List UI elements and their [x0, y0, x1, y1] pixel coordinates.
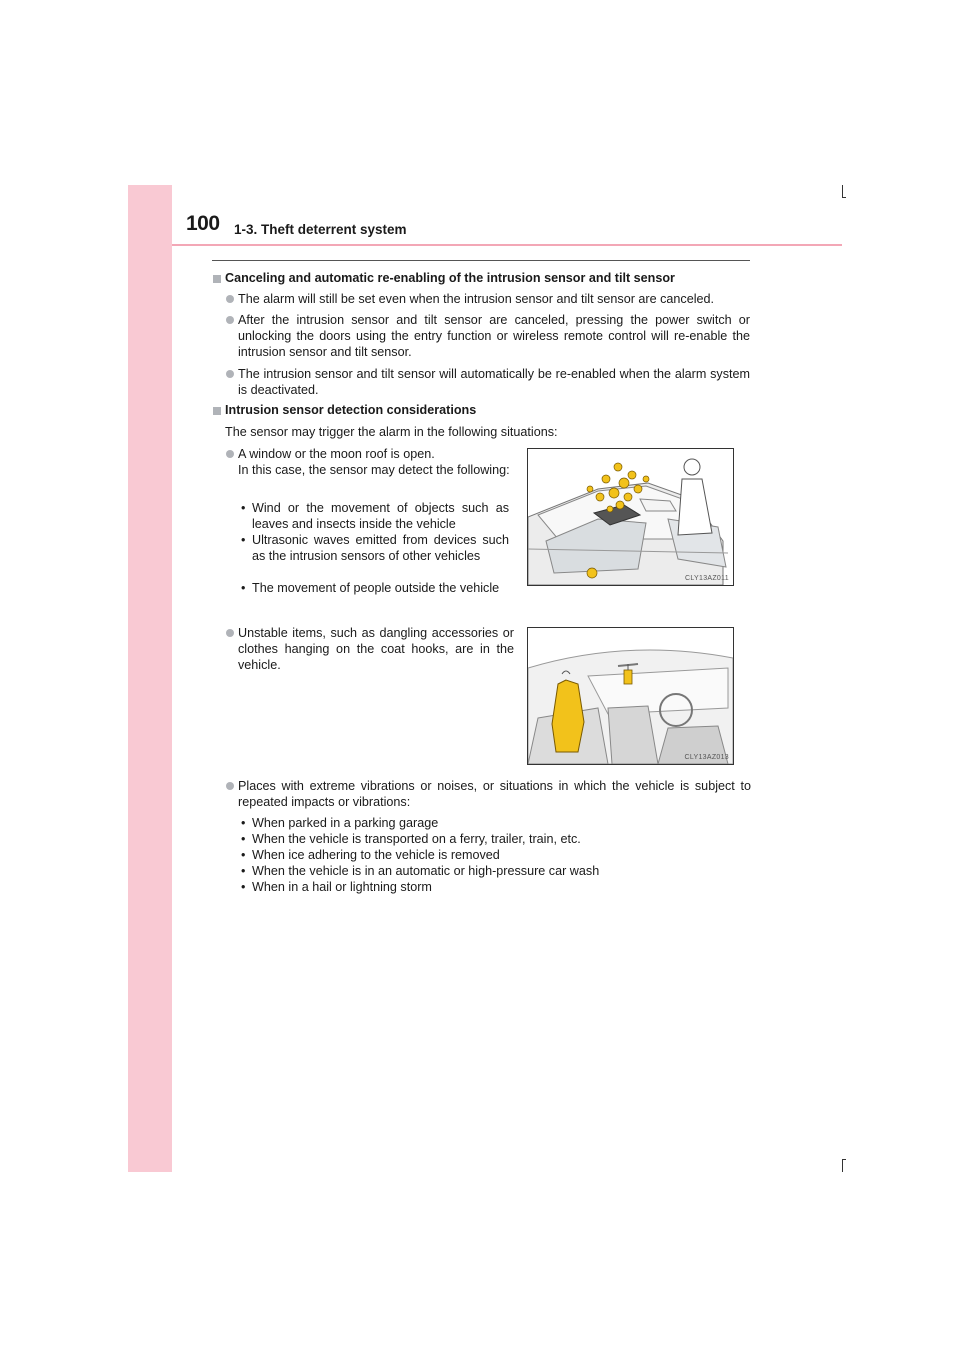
sub-item [241, 847, 732, 863]
sub-bullet-dot: • [241, 581, 246, 595]
round-bullet-icon [226, 450, 234, 458]
sub-bullet-dot: • [241, 832, 246, 846]
header-rule [172, 244, 842, 246]
sub-item-text: The movement of people outside the vehicle [252, 581, 500, 595]
sub-bullet-dot: • [241, 816, 246, 830]
sub-bullet-dot: • [241, 501, 246, 515]
sub-item-text: When in a hail or lightning storm [252, 880, 432, 894]
sub-item-text: Ultrasonic waves emitted from devices such as the intrusion sensors of other vehicles [252, 533, 509, 564]
sub-item [241, 815, 732, 831]
item-subtext: In this case, the sensor may detect the following: [238, 463, 510, 477]
pink-sidebar-tab [128, 185, 172, 1172]
round-bullet-icon [226, 782, 234, 790]
figure-code: CLY13AZ013 [684, 754, 729, 761]
figure-code: CLY13AZ011 [685, 575, 729, 582]
page-number: 100 [186, 212, 220, 235]
square-bullet-icon [213, 275, 221, 283]
section-heading-intrusion: Intrusion sensor detection considerations [225, 403, 477, 417]
section-intro: The sensor may trigger the alarm in the following situations: [225, 425, 558, 439]
sub-bullet-dot: • [241, 864, 246, 878]
bullet-text: The intrusion sensor and tilt sensor will automatically be re-enabled when the alarm system is deactivated. [238, 367, 750, 398]
sub-item-text: When the vehicle is transported on a ferry, trailer, train, etc. [252, 832, 581, 846]
sub-item [241, 532, 509, 564]
sub-item-text: When parked in a parking garage [252, 816, 439, 830]
bullet-text: After the intrusion sensor and tilt sensor are canceled, pressing the power switch or unlocking the doors using the entry function or wireless remote control will re-enable the intrusion sensor and tilt sensor. [238, 313, 750, 360]
sub-item [241, 863, 732, 879]
sub-bullet-dot: • [241, 533, 246, 547]
sub-item-text: When the vehicle is in an automatic or high-pressure car wash [252, 864, 600, 878]
round-bullet-icon [226, 629, 234, 637]
square-bullet-icon [213, 407, 221, 415]
round-bullet-icon [226, 316, 234, 324]
sub-item-text: When ice adhering to the vehicle is removed [252, 848, 500, 862]
item-text: Places with extreme vibrations or noises, or situations in which the vehicle is subject to repeated impacts or vibrations: [238, 779, 751, 810]
section-heading-canceling: Canceling and automatic re-enabling of the intrusion sensor and tilt sensor [225, 271, 675, 285]
sub-item [241, 580, 509, 596]
sub-item-text: Wind or the movement of objects such as leaves and insects inside the vehicle [252, 501, 509, 532]
content-top-rule [212, 260, 750, 261]
crop-mark-top-foot [842, 197, 846, 198]
figure-open-moon-roof [527, 448, 734, 586]
bullet-text: The alarm will still be set even when the intrusion sensor and tilt sensor are canceled. [238, 292, 715, 306]
round-bullet-icon [226, 295, 234, 303]
sub-item [241, 831, 732, 847]
interior-illustration [528, 628, 733, 764]
crop-mark-bottom-foot [842, 1159, 846, 1160]
section-title: 1-3. Theft deterrent system [234, 222, 407, 237]
figure-hanging-coat-interior [527, 627, 734, 765]
round-bullet-icon [226, 370, 234, 378]
moon-roof-illustration [528, 449, 733, 585]
sub-item [241, 879, 732, 895]
crop-mark-bottom [842, 1159, 843, 1172]
sub-bullet-dot: • [241, 848, 246, 862]
sub-item [241, 500, 509, 532]
item-text: A window or the moon roof is open. [238, 447, 435, 461]
sub-bullet-dot: • [241, 880, 246, 894]
item-text: Unstable items, such as dangling accessories or clothes hanging on the coat hooks, are in the vehicle. [238, 626, 514, 673]
